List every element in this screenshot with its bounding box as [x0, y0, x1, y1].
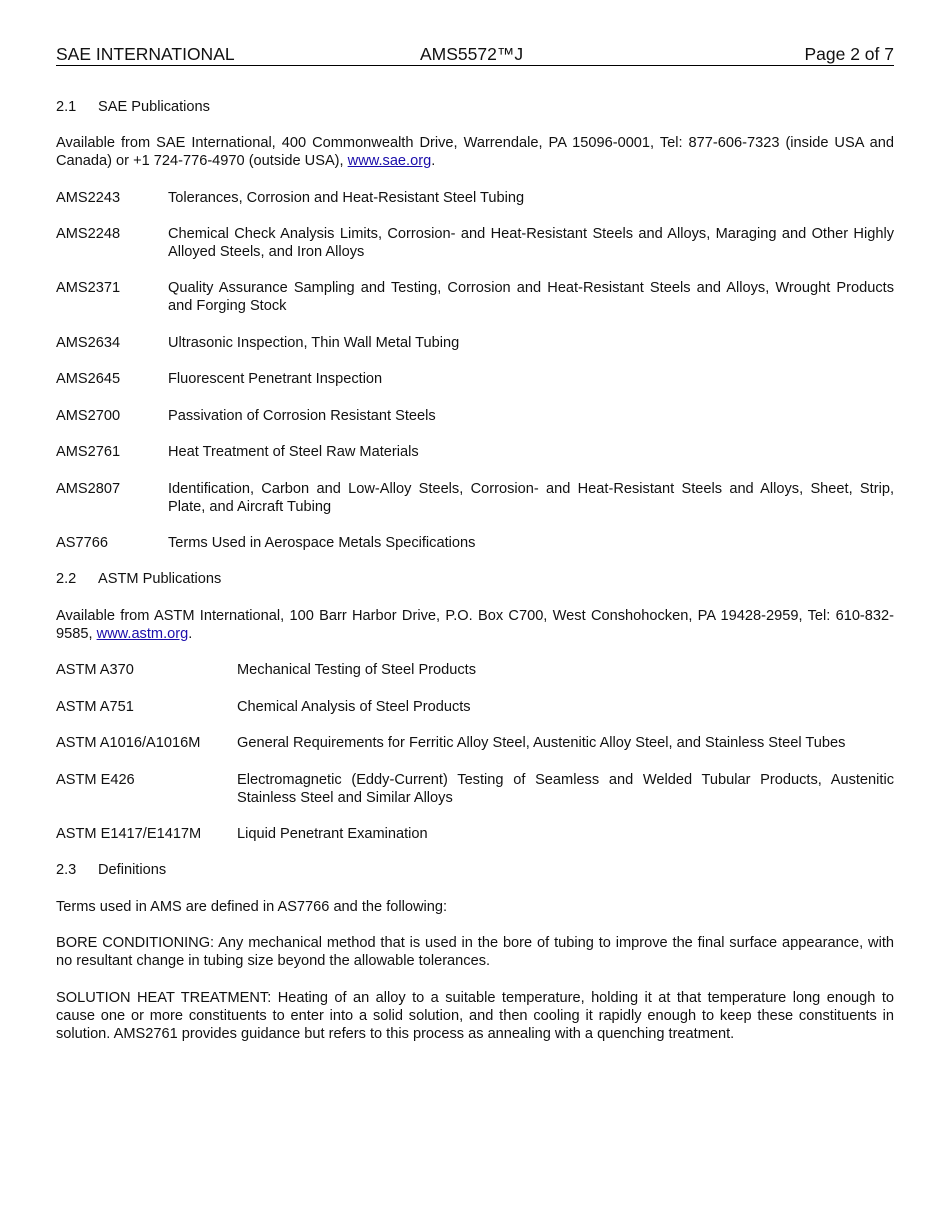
- reference-description: Heat Treatment of Steel Raw Materials: [168, 444, 419, 460]
- section-title: Definitions: [98, 862, 167, 878]
- reference-item: [56, 225, 894, 261]
- astm-website-link[interactable]: www.astm.org: [96, 626, 189, 642]
- sae-availability-text: Available from SAE International, 400 Commonwealth Drive, Warrendale, PA 15096-0001, Tel: 877-606-7323 (inside USA and Canada) or +1 724-776-4970 (outside USA),: [56, 135, 894, 169]
- reference-item: [56, 443, 894, 461]
- reference-item: [56, 534, 894, 552]
- definitions-intro: Terms used in AMS are defined in AS7766 and the following:: [56, 899, 448, 915]
- reference-description: Quality Assurance Sampling and Testing, Corrosion and Heat-Resistant Steels and Alloys, Wrought Products and Forging Stock: [168, 280, 894, 314]
- reference-item: [56, 370, 894, 388]
- section-number: 2.3: [56, 862, 77, 878]
- header-page-number: Page 2 of 7: [804, 44, 894, 64]
- reference-code: AS7766: [56, 535, 108, 551]
- section-heading-2-3: [56, 861, 894, 879]
- reference-code: ASTM A370: [56, 662, 134, 678]
- reference-description: Electromagnetic (Eddy-Current) Testing of Seamless and Welded Tubular Products, Austenitic Stainless Steel and Similar Alloys: [237, 772, 894, 806]
- reference-description: Fluorescent Penetrant Inspection: [168, 371, 383, 387]
- definition-bore-conditioning: BORE CONDITIONING: Any mechanical method that is used in the bore of tubing to improve the final surface appearance, with no resultant change in tubing size beyond the allowable tolerances.: [56, 935, 894, 969]
- header-doc-number: AMS5572™J: [420, 44, 524, 64]
- reference-description: Chemical Check Analysis Limits, Corrosion- and Heat-Resistant Steels and Alloys, Maraging and Other Highly Alloyed Steels, and Iron Alloys: [168, 226, 894, 260]
- reference-item: [56, 279, 894, 315]
- section-heading-2-2: [56, 570, 894, 588]
- section-number: 2.1: [56, 99, 77, 115]
- reference-description: Mechanical Testing of Steel Products: [237, 662, 477, 678]
- reference-description: Chemical Analysis of Steel Products: [237, 699, 471, 715]
- page-header: [56, 44, 894, 66]
- section-heading-2-1: [56, 98, 894, 116]
- reference-code: AMS2807: [56, 481, 121, 497]
- reference-code: AMS2634: [56, 335, 121, 351]
- reference-code: AMS2645: [56, 371, 121, 387]
- reference-item: [56, 734, 894, 752]
- reference-code: ASTM A1016/A1016M: [56, 735, 201, 751]
- reference-description: Tolerances, Corrosion and Heat-Resistant Steel Tubing: [168, 190, 525, 206]
- astm-link-period: .: [188, 626, 193, 642]
- reference-item: [56, 825, 894, 843]
- reference-code: ASTM E1417/E1417M: [56, 826, 202, 842]
- header-org: SAE INTERNATIONAL: [56, 44, 235, 64]
- reference-code: AMS2761: [56, 444, 121, 460]
- section-title: SAE Publications: [98, 99, 210, 115]
- sae-link-period: .: [431, 153, 436, 169]
- definition-solution-heat-treatment: SOLUTION HEAT TREATMENT: Heating of an alloy to a suitable temperature, holding it at that temperature long enough to cause one or more constituents to enter into a solid solution, and then cooling it rapidly enough to keep these constituents in solution. AMS2761 provides guidance but refers to this process as annealing with a quenching treatment.: [56, 990, 894, 1042]
- reference-code: AMS2248: [56, 226, 121, 242]
- section-title: ASTM Publications: [98, 571, 222, 587]
- reference-code: AMS2243: [56, 190, 121, 206]
- reference-item: [56, 334, 894, 352]
- reference-description: Ultrasonic Inspection, Thin Wall Metal Tubing: [168, 335, 460, 351]
- reference-item: [56, 407, 894, 425]
- sae-availability-paragraph: [56, 134, 894, 170]
- reference-description: Passivation of Corrosion Resistant Steels: [168, 408, 436, 424]
- reference-item: [56, 189, 894, 207]
- astm-availability-text: Available from ASTM International, 100 Barr Harbor Drive, P.O. Box C700, West Conshohocken, PA 19428-2959, Tel: 610-832-9585,: [56, 608, 894, 642]
- reference-description: Identification, Carbon and Low-Alloy Steels, Corrosion- and Heat-Resistant Steels and Alloys, Sheet, Strip, Plate, and Aircraft Tubing: [168, 481, 894, 515]
- reference-code: ASTM E426: [56, 772, 135, 788]
- reference-description: Liquid Penetrant Examination: [237, 826, 428, 842]
- reference-code: AMS2700: [56, 408, 121, 424]
- reference-description: General Requirements for Ferritic Alloy Steel, Austenitic Alloy Steel, and Stainless Steel Tubes: [237, 735, 846, 751]
- reference-code: AMS2371: [56, 280, 121, 296]
- section-number: 2.2: [56, 571, 77, 587]
- reference-description: Terms Used in Aerospace Metals Specifications: [168, 535, 476, 551]
- reference-item: [56, 480, 894, 516]
- reference-code: ASTM A751: [56, 699, 134, 715]
- reference-item: [56, 698, 894, 716]
- reference-item: [56, 661, 894, 679]
- reference-item: [56, 771, 894, 807]
- sae-website-link[interactable]: www.sae.org: [347, 153, 432, 169]
- astm-availability-paragraph: [56, 607, 894, 643]
